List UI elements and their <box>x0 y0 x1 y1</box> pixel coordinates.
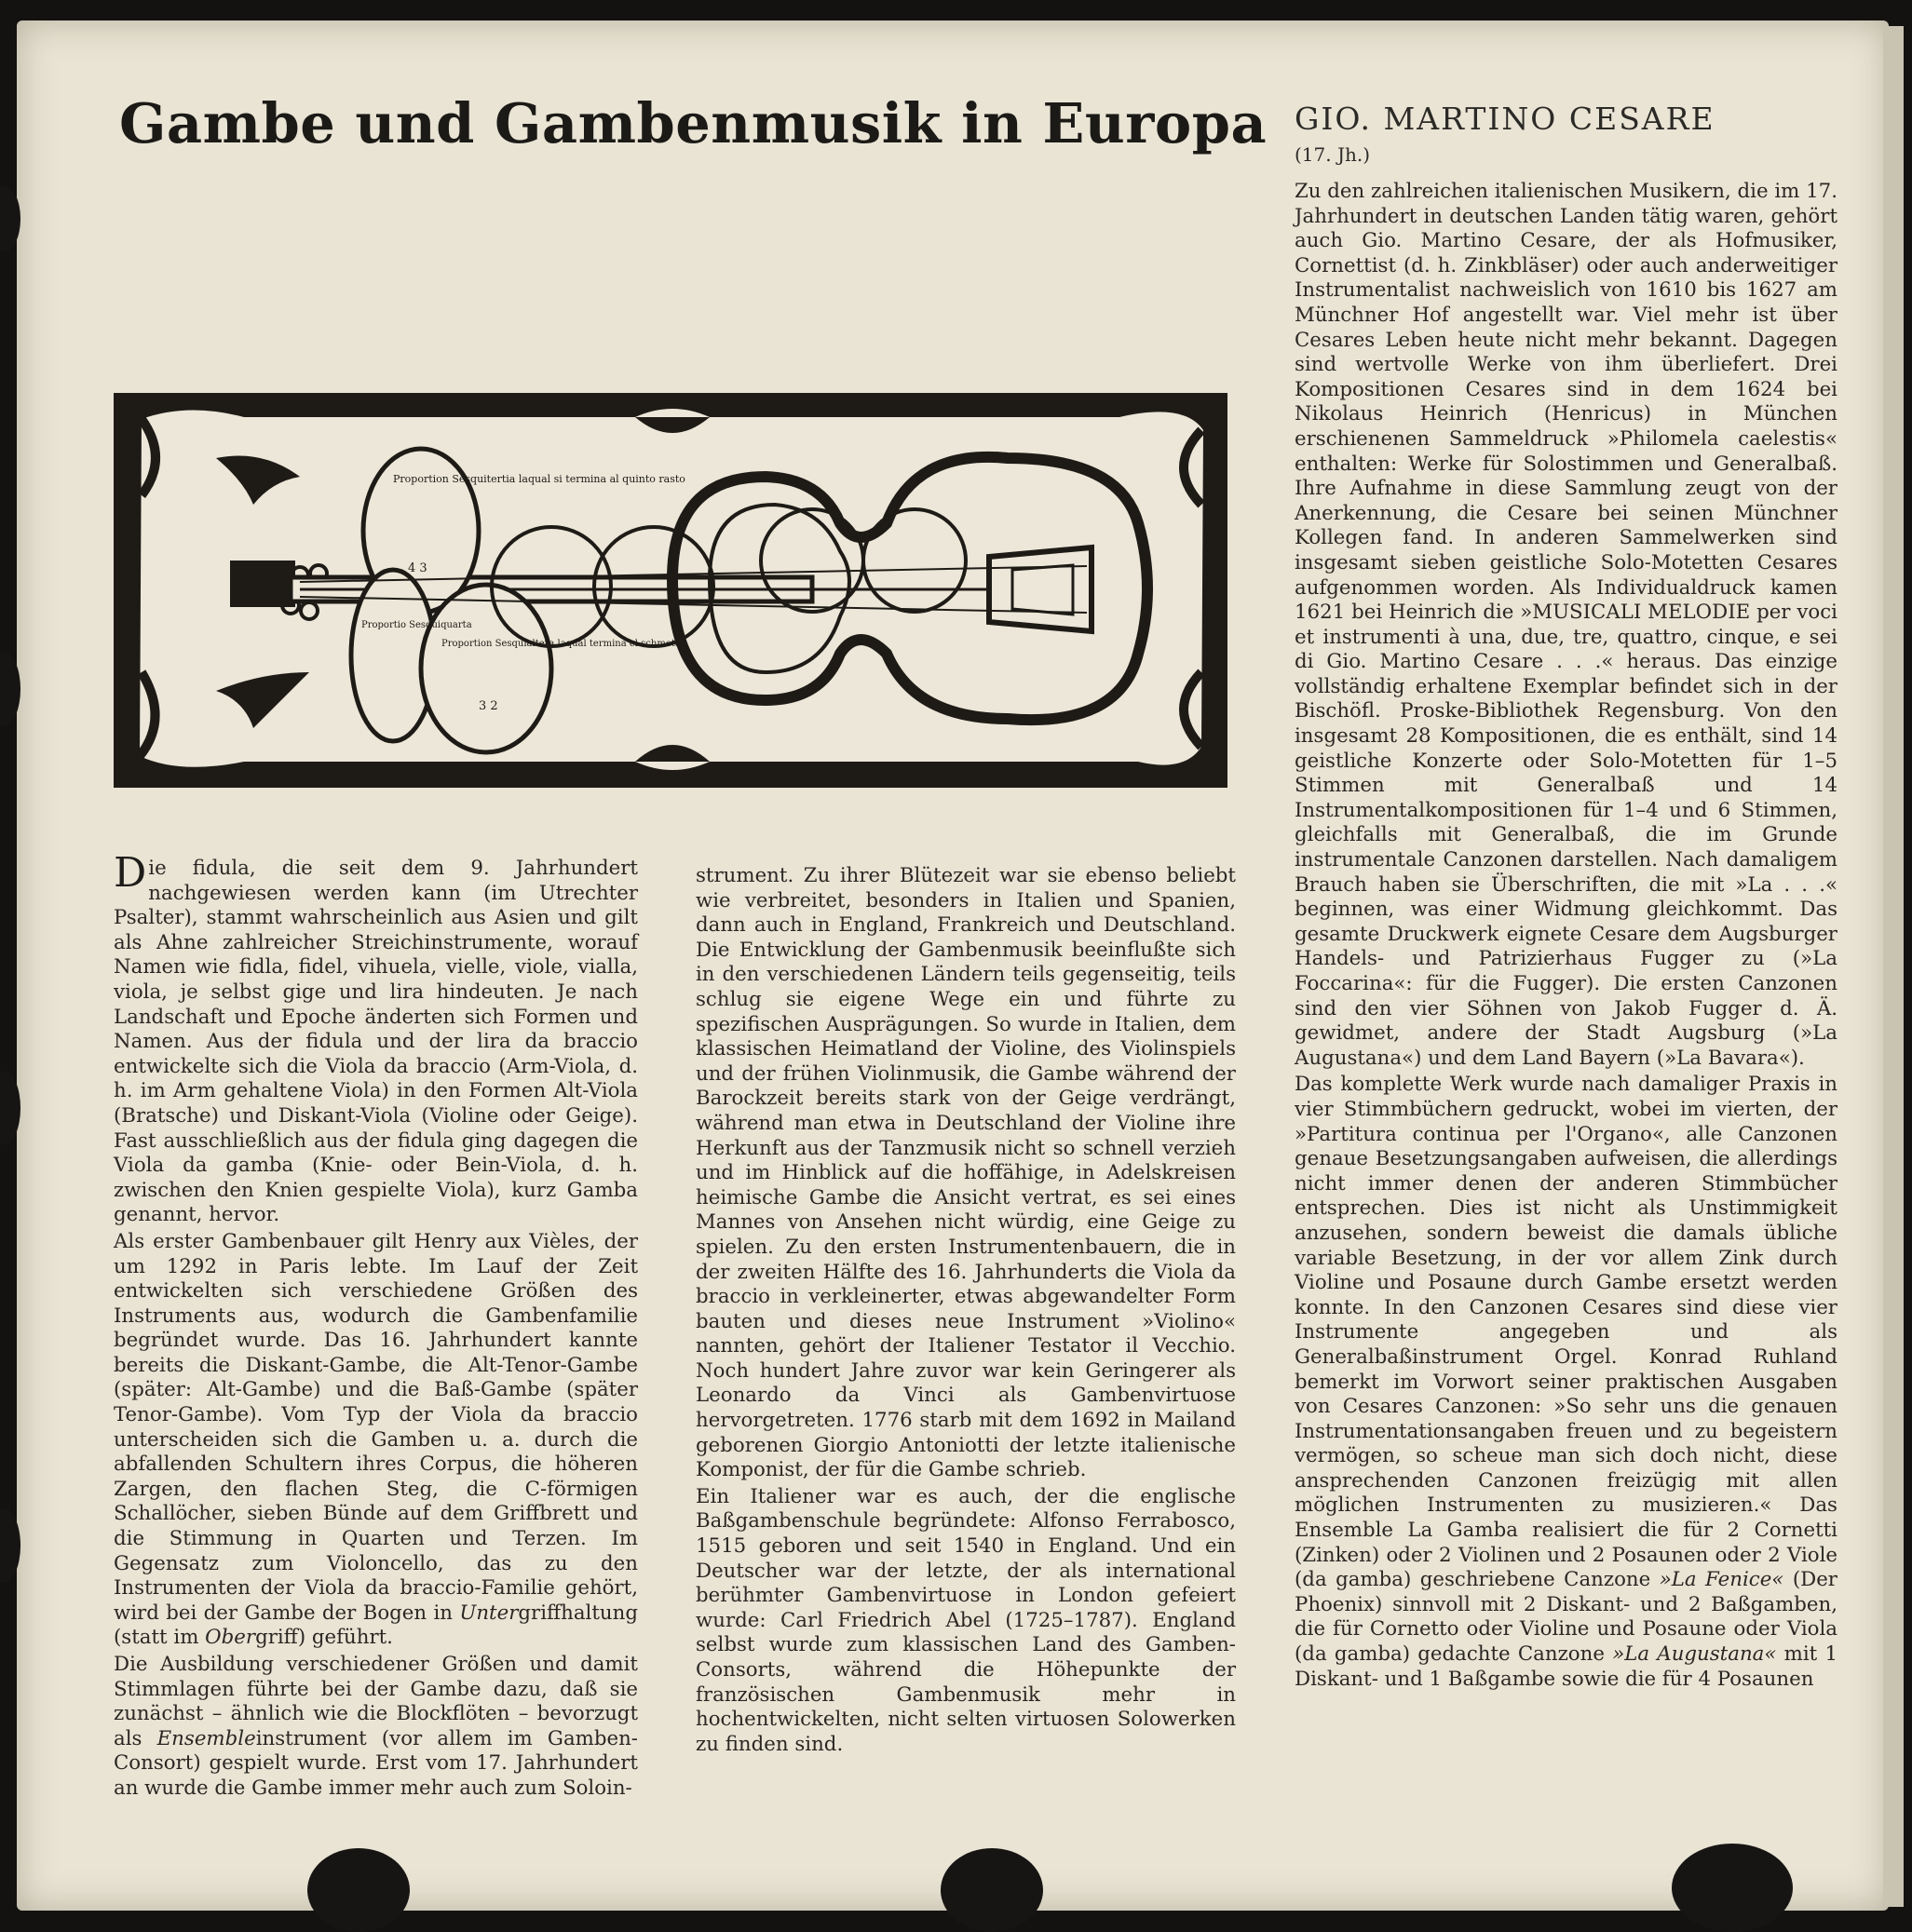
col2-paragraph-2: Ein Italiener war es auch, der die englische Baßgambenschule begründete: Alfonso Ferrabosco, 1515 geboren und seit 1540 in England. Und ein Deutscher war der letzte, der als international berühmter Gambenvirtuose in London gefeiert wurde: Carl Friedrich Abel (1725–1787). England selbst wurde zum klassischen Land des Gamben-Consorts, während die Höhepunkte der französischen Gambenmusik mehr in hochentwickelten, nicht selten virtuosen Solowerken zu finden sind. <box>696 1484 1236 1756</box>
article-column-3 <box>1295 180 1837 1692</box>
figure-label-upper-ratio: 4 3 <box>408 561 427 575</box>
col3-paragraph-2: Das komplette Werk wurde nach damaliger Praxis in vier Stimmbüchern gedruckt, wobei im vierten, der »Partitura continua per l'Organo«, alle Canzonen genaue Besetzungsangaben aufweisen, die allerdings nicht immer denen der anderen Stimmbücher entsprechen. Dies ist nicht als Unstimmigkeit anzusehen, sondern beweist die damals übliche variable Besetzung, in der vor allem Zink durch Violine und Posaune durch Gambe ersetzt werden konnte. In den Canzonen Cesares sind diese vier Instrumente angegeben und als Generalbaßinstrument Orgel. Konrad Ruhland bemerkt im Vorwort seiner praktischen Ausgaben von Cesares Canzonen: »So sehr uns die genauen Instrumentationsangaben freuen und zu begeistern vermögen, so scheue man sich doch nicht, diese ansprechenden Canzonen freizügig mit allen möglichen Instrumenten zu musizieren.« Das Ensemble La Gamba realisiert die für 2 Cornetti (Zinken) oder 2 Violinen und 2 Posaunen oder 2 Viole (da gamba) geschriebene Canzone »La Fenice« (Der Phoenix) sinnvoll mit 2 Diskant- und 2 Baßgamben, die für Cornetto oder Violine und Posaune oder Viola (da gamba) gedachte Canzone »La Augustana« mit 1 Diskant- und 1 Baßgambe sowie die für 4 Posaunen <box>1295 1073 1837 1691</box>
figure-label-lower-right-oval: Proportion Sesquialtera laqual termina el schmotas <box>441 639 685 649</box>
figure-label-lower-ratio: 3 2 <box>479 699 498 713</box>
page-spine <box>1883 26 1904 1907</box>
edge-shadow-bottom-3 <box>1672 1844 1793 1932</box>
col1-paragraph-3: Die Ausbildung verschiedener Größen und damit Stimmlagen führte bei der Gambe dazu, daß sie zunächst – ähnlich wie die Blockflöten – bevorzugt als Ensembleinstrument (vor allem im Gamben-Consort) gespielt wurde. Erst vom 17. Jahrhundert an wurde die Gambe immer mehr auch zum Soloin- <box>114 1653 638 1800</box>
col3-paragraph-1: Zu den zahlreichen italienischen Musikern, die im 17. Jahrhundert in deutschen Landen tätig waren, gehört auch Gio. Martino Cesare, der als Hofmusiker, Cornettist (d. h. Zinkbläser) oder auch anderweitiger Instrumentalist nachweislich von 1610 bis 1627 am Münchner Hof angestellt war. Viel mehr ist über Cesares Leben heute nicht mehr bekannt. Dagegen sind wertvolle Werke von ihm überliefert. Drei Kompositionen Cesares sind in dem 1624 bei Nikolaus Heinrich (Henricus) in München erschienenen Sammeldruck »Philomela caelestis« enthalten: Werke für Solostimmen und Generalbaß. Ihre Aufnahme in diese Sammlung zeugt von der Anerkennung, die Cesare bei seinen Münchner Kollegen fand. In anderen Sammelwerken sind insgesamt sieben geistliche Solo-Motetten Cesares aufgenommen worden. Als Individualdruck kamen 1621 bei Heinrich die »MUSICALI MELODIE per voci et instrumenti à una, due, tre, quattro, cinque, e sei di Gio. Martino Cesare . . .« heraus. Das einzige vollständig erhaltene Exemplar befindet sich in der Bischöfl. Proske-Bibliothek Regensburg. Von den insgesamt 28 Kompositionen, die es enthält, sind 14 geistliche Konzerte oder Solo-Motetten für 1–5 Stimmen mit Generalbaß und 14 Instrumentalkompositionen für 1–4 und 6 Stimmen, gleichfalls mit Generalbaß, die im Grunde instrumentale Canzonen darstellen. Nach damaligem Brauch haben sie Überschriften, die mit »La . . .« beginnen, was einer Widmung gleichkommt. Das gesamte Druckwerk eignete Cesare dem Augsburger Handels- und Patrizierhaus Fugger zu (»La Foccarina«: für die Fugger). Die ersten Canzonen sind den vier Söhnen von Jakob Fugger d. Ä. gewidmet, andere der Stadt Augsburg (»La Augustana«) und dem Land Bayern (»La Bavara«). <box>1295 180 1837 1070</box>
composer-heading: GIO. MARTINO CESARE <box>1295 101 1715 137</box>
composer-century: (17. Jh.) <box>1295 143 1371 166</box>
col1-paragraph-2: Als erster Gambenbauer gilt Henry aux Vièles, der um 1292 in Paris lebte. Im Lauf der Zeit entwickelten sich verschiedene Größen des Instruments aus, wodurch die Gambenfamilie begründet wurde. Das 16. Jahrhundert kannte bereits die Diskant-Gambe, die Alt-Tenor-Gambe (später: Alt-Gambe) und die Baß-Gambe (später Tenor-Gambe). Vom Typ der Viola da braccio unterscheiden sich die Gamben u. a. durch die abfallenden Schultern ihres Corpus, die höheren Zargen, den flachen Steg, die C-förmigen Schallöcher, sieben Bünde auf dem Griffbrett und die Stimmung in Quarten und Terzen. Im Gegensatz zum Violoncello, das zu den Instrumenten der Viola da braccio-Familie gehört, wird bei der Gambe der Bogen in Untergriffhaltung (statt im Obergriff) geführt. <box>114 1229 638 1650</box>
edge-shadow-bottom-1 <box>307 1848 410 1932</box>
svg-text:Proportion Sesquitertia laqual <box>393 473 685 485</box>
figure-label-lower-left-oval: Proportio Sesquiquarta <box>361 620 472 630</box>
dropcap: D <box>114 849 147 897</box>
figure-label-upper-oval: Proportion Sesquitertia laqual si termina al quinto rasto <box>393 473 685 485</box>
article-column-1 <box>114 849 638 1802</box>
gamba-woodcut-illustration <box>114 393 1227 788</box>
col2-paragraph-1: strument. Zu ihrer Blütezeit war sie ebenso beliebt wie verbreitet, besonders in Italien und Spanien, dann auch in England, Frankreich und Deutschland. Die Entwicklung der Gambenmusik beeinflußte sich in den verschiedenen Ländern teils gegenseitig, teils schlug sie eigene Wege ein und führte zu spezifischen Ausprägungen. So wurde in Italien, dem klassischen Heimatland der Violine, des Violinspiels und der frühen Violinmusik, die Gambe während der Barockzeit bereits stark von der Geige verdrängt, während man etwa in Deutschland der Violine ihre Herkunft aus der Tanzmusik nicht so schnell verzieh und im Hinblick auf die hoffähige, in Adelskreisen heimische Gambe die Ansicht vertrat, es sei eines Mannes von Ansehen nicht würdig, eine Geige zu spielen. Zu den ersten Instrumentenbauern, die in der zweiten Hälfte des 16. Jahrhunderts die Viola da braccio in verkleinerter, etwas abgewandelter Form bauten und dieses neue Instrument »Violino« nannten, gehört der Italiener Testator il Vecchio. Noch hundert Jahre zuvor war kein Geringerer als Leonardo da Vinci als Gambenvirtuose hervorgetreten. 1776 starb mit dem 1692 in Mailand geborenen Giorgio Antoniotti der letzte italienische Komponist, der für die Gambe schrieb. <box>696 864 1236 1482</box>
edge-shadow-bottom-2 <box>941 1848 1043 1932</box>
article-column-2 <box>696 864 1236 1757</box>
col1-paragraph-1: Die fidula, die seit dem 9. Jahrhundert nachgewiesen werden kann (im Utrechter Psalter), stammt wahrscheinlich aus Asien und gilt als Ahne zahlreicher Streichinstrumente, worauf Namen wie fidla, fidel, vihuela, vielle, viole, vialla, viola, je selbst gige und lira hindeuten. Je nach Landschaft und Epoche änderten sich Formen und Namen. Aus der fidula und der lira da braccio entwickelte sich die Viola da braccio (Arm-Viola, d. h. im Arm gehaltene Viola) in den Formen Alt-Viola (Bratsche) und Diskant-Viola (Violine oder Geige). Fast ausschließlich aus der fidula ging dagegen die Viola da gamba (Knie- oder Bein-Viola, d. h. zwischen den Knien gespielte Viola), kurz Gamba genannt, hervor. <box>114 849 638 1227</box>
page-title: Gambe und Gambenmusik in Europa <box>119 91 1268 155</box>
